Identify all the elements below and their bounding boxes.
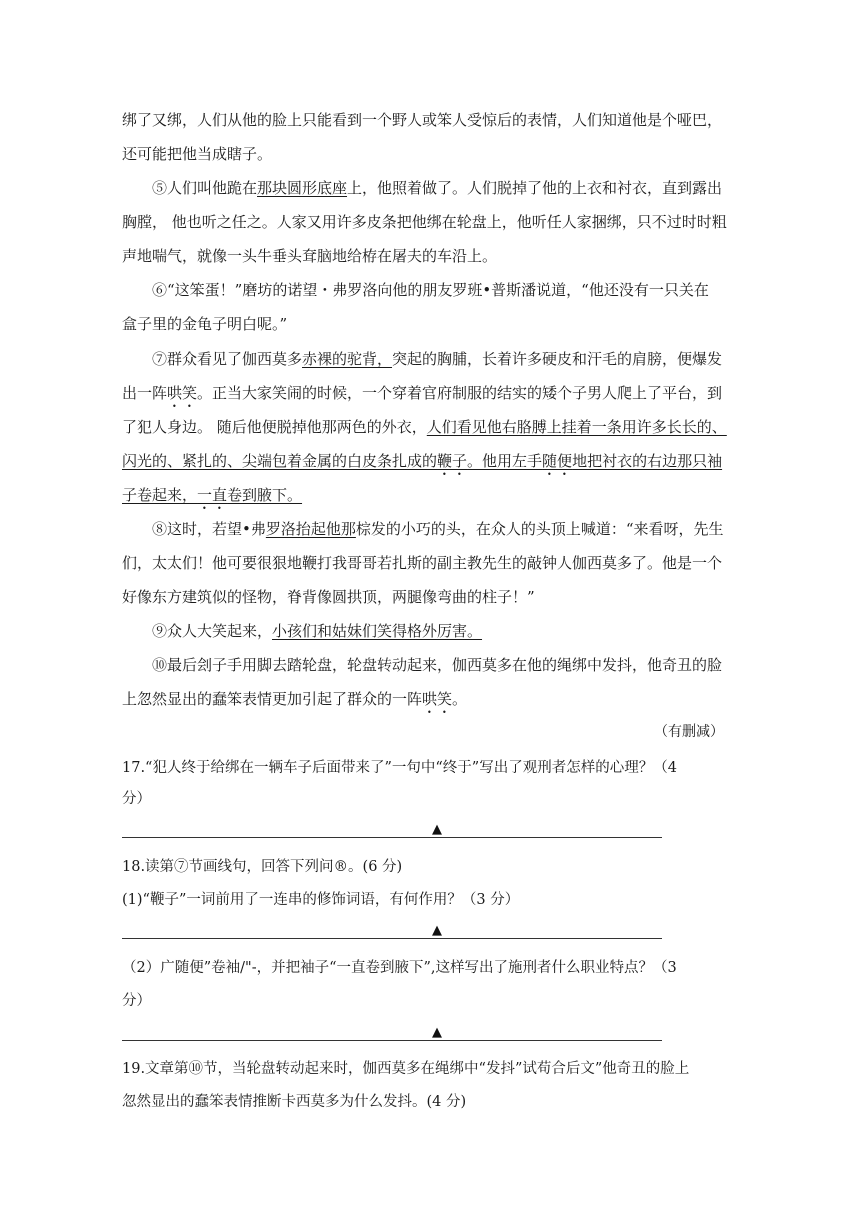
text-span: 分） <box>122 791 151 807</box>
dotted-word: 哄笑 <box>167 384 198 402</box>
paragraph-7-line-3 <box>122 417 734 437</box>
text-span: 忽然显出的蠢笨表情推断卡西莫多为什么发抖。(4 分) <box>122 1094 467 1110</box>
passage-line <box>122 110 734 130</box>
text-span: 出一阵 <box>122 384 168 402</box>
text-span: 棕发的小巧的头，在众人的头顶上喊道：“来看呀，先生 <box>355 520 724 538</box>
text-span: ⑤人们叫他跪在 <box>152 179 258 197</box>
text-span: ⑨众人大笑起来， <box>152 622 273 640</box>
text-span: 还可能把他当成瞎子。 <box>122 145 273 163</box>
text-span: 们，太太们！他可要很狠地鞭打我哥哥若扎斯的副主教先生的敲钟人伽西莫多了。他是一个 <box>122 554 723 572</box>
paragraph-8-line-3 <box>122 587 734 607</box>
text-span: 17.“犯人终于给绑在一辆车子后面带来了”一句中“终于”写出了观刑者怎样的心理？（4 <box>122 760 677 776</box>
dotted-word: 哄笑 <box>422 690 453 708</box>
answer-marker-icon: ▲ <box>432 822 442 837</box>
answer-marker-icon: ▲ <box>432 1025 442 1040</box>
underlined-sentence: 地把衬衣的右边那只袖 <box>572 452 723 470</box>
underlined-phrase: 罗洛抬起他那 <box>265 520 356 538</box>
dotted-word: 一直 <box>197 486 228 504</box>
text-span: （2）广随便”卷袖/"-，并把袖子“一直卷到腋下”,这样写出了施刑者什么职业特点？（3 <box>122 960 677 976</box>
paragraph-9 <box>152 621 734 641</box>
question-17-line-2 <box>122 789 738 809</box>
underlined-sentence: 闪光的、紧扎的、尖端包着金属的白皮条扎成的 <box>122 452 438 470</box>
paragraph-8-line-1 <box>152 519 734 539</box>
question-17-line-1 <box>122 758 738 778</box>
underlined-phrase: 那块圆形底座 <box>257 179 348 197</box>
paragraph-10-line-2 <box>122 689 734 717</box>
text-span: 好像东方建筑似的怪物，脊背像圆拱顶，两腿像弯曲的柱子！” <box>122 588 535 606</box>
question-18 <box>122 857 738 877</box>
paragraph-5-line-3 <box>122 246 734 266</box>
answer-line[interactable] <box>122 938 662 939</box>
question-18-2-line-2 <box>122 991 738 1011</box>
text-span: (1)“鞭子”一词前用了一连串的修饰词语，有何作用？（3 分） <box>122 892 520 908</box>
paragraph-7-line-5 <box>122 485 734 513</box>
text-span: 19.文章第⑩节，当轮盘转动起来时，伽西莫多在绳绑中“发抖”试苟合后文”他奇丑的脸上 <box>122 1061 690 1077</box>
text-span: 胸膛， 他也听之任之。人家又用许多皮条把他绑在轮盘上，他听任人家捆绑，只不过时时粗 <box>122 213 727 231</box>
text-span: 分） <box>122 993 151 1009</box>
underlined-sentence: 小孩们和姑妹们笑得格外厉害。 <box>272 622 483 640</box>
question-19-line-1 <box>122 1059 738 1079</box>
dotted-word: 随便 <box>542 452 573 470</box>
paragraph-10-line-1 <box>152 655 734 675</box>
underlined-phrase: 赤裸的驼背， <box>302 350 393 368</box>
text-span: 上，他照着做了。人们脱掉了他的上衣和衬衣，直到露出 <box>347 179 723 197</box>
text-span: ⑥“这笨蛋！”磨坊的诺望・弗罗洛向他的朋友罗班•普斯潘说道，“他还没有一只关在 <box>152 281 709 299</box>
paragraph-6-line-2 <box>122 314 734 334</box>
text-span: 。 <box>452 690 468 708</box>
text-span: 突起的胸脯，长着许多硬皮和汗毛的肩膀，便爆发 <box>392 350 723 368</box>
text-span: 了犯人身边。 随后他便脱掉他那两色的外衣， <box>122 418 427 436</box>
question-18-2-line-1 <box>122 958 738 978</box>
answer-line[interactable] <box>122 1040 662 1041</box>
passage-line <box>122 144 734 164</box>
text-span: ⑩最后刽子手用脚去踏轮盘，轮盘转动起来，伽西莫多在他的绳绑中发抖，他奇丑的脸 <box>152 656 723 674</box>
underlined-sentence: 人们看见他右胳膊上挂着一条用许多长长的、 <box>426 418 727 436</box>
paragraph-6-line-1 <box>152 280 734 300</box>
text-span: 上忽然显出的蠢笨表情更加引起了群众的一阵 <box>122 690 423 708</box>
paragraph-7-line-4 <box>122 451 734 479</box>
paragraph-8-line-2 <box>122 553 734 573</box>
text-span: ⑦群众看见了伽西莫多 <box>152 350 303 368</box>
text-span: 声地喘气，就像一头牛垂头耷脑地给栫在屠夫的车沿上。 <box>122 247 498 265</box>
paragraph-7-line-2 <box>122 383 734 411</box>
answer-line[interactable] <box>122 837 662 838</box>
paragraph-7-line-1 <box>152 349 734 369</box>
question-19-line-2 <box>122 1092 738 1112</box>
paragraph-5-line-2 <box>122 212 734 232</box>
underlined-sentence: 。他用左手 <box>467 452 543 470</box>
abridged-note: （有删减） <box>654 724 724 740</box>
text-span: 绑了又绑，人们从他的脸上只能看到一个野人或笨人受惊后的表情，人们知道他是个哑巴， <box>122 111 723 129</box>
text-span: ⑧这时，若望•弗 <box>152 520 266 538</box>
question-18-1 <box>122 890 738 910</box>
text-span: 。正当大家笑闹的时候，一个穿着官府制服的结实的矮个子男人爬上了平台，到 <box>197 384 723 402</box>
answer-marker-icon: ▲ <box>432 923 442 938</box>
underlined-sentence: 卷到腋下。 <box>227 486 303 504</box>
text-span: 18.读第⑦节画线句，回答下列问®。(6 分) <box>122 859 403 875</box>
paragraph-5-line-1 <box>152 178 734 198</box>
dotted-word: 鞭子 <box>437 452 468 470</box>
underlined-sentence: 子卷起来， <box>122 486 198 504</box>
text-span: 盒子里的金龟子明白呢。” <box>122 315 288 333</box>
